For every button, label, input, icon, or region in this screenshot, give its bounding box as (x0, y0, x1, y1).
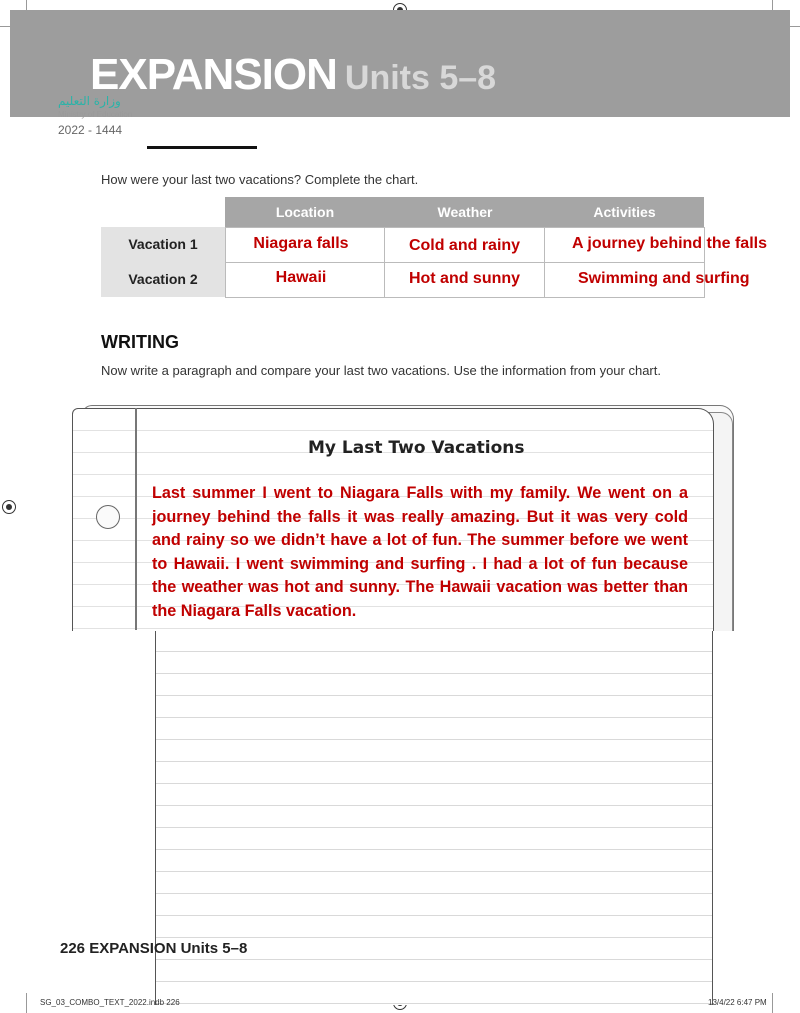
ministry-logo-english: Ministry of Education (58, 110, 133, 119)
ministry-logo-arabic: وزارة التعليم (58, 94, 121, 108)
page-title (90, 50, 496, 100)
print-timestamp: 13/4/22 6:47 PM (708, 998, 767, 1007)
divider (147, 146, 257, 149)
answer-text: Hot and sunny (408, 270, 521, 287)
table-cell-activities-1 (544, 227, 767, 263)
page-footer: 226 EXPANSION Units 5–8 (60, 940, 248, 957)
table-cell-location-2 (225, 262, 385, 298)
chart-instruction: How were your last two vacations? Complete the chart. (101, 172, 419, 187)
title-units: Units 5–8 (344, 59, 497, 97)
table-cell-activities-2 (544, 262, 750, 298)
notecard-margin-line (135, 408, 137, 630)
answer-text: Swimming and surfing (578, 270, 750, 287)
column-header-location: Location (225, 197, 385, 227)
answer-text: A journey behind the falls (572, 235, 767, 252)
answer-text: Niagara falls (253, 235, 349, 252)
crop-mark (26, 993, 27, 1013)
year-label: 2022 - 1444 (58, 123, 123, 137)
table-cell-location-1 (225, 227, 385, 263)
punch-hole-icon (96, 505, 120, 529)
answer-text: Cold and rainy (408, 237, 521, 254)
file-slug: SG_03_COMBO_TEXT_2022.indb 226 (40, 998, 180, 1007)
table-cell-weather-2 (384, 262, 545, 298)
table-cell-weather-1 (384, 227, 545, 263)
answer-paragraph: Last summer I went to Niagara Falls with my family. We went on a journey behind the falls it was really amazing. But it was very cold and rainy so we didn’t have a lot of fun. The summer before we went to Hawaii. I went swimming and surfing . I had a lot of fun because the weather was hot and sunny. The Hawaii vacation was better than the Niagara Falls vacation. (152, 484, 688, 620)
crop-mark (772, 993, 773, 1013)
writing-instruction: Now write a paragraph and compare your last two vacations. Use the information from your chart. (101, 363, 661, 378)
column-header-weather: Weather (385, 197, 545, 227)
registration-mark-icon (2, 500, 16, 514)
row-label-vacation-2: Vacation 2 (101, 262, 225, 297)
writing-heading: WRITING (101, 332, 179, 352)
title-text: EXPANSION (90, 50, 337, 99)
column-header-activities: Activities (545, 197, 704, 227)
row-label-vacation-1: Vacation 1 (101, 227, 225, 262)
notecard-title: My Last Two Vacations (308, 438, 525, 458)
answer-text: Hawaii (275, 269, 327, 286)
